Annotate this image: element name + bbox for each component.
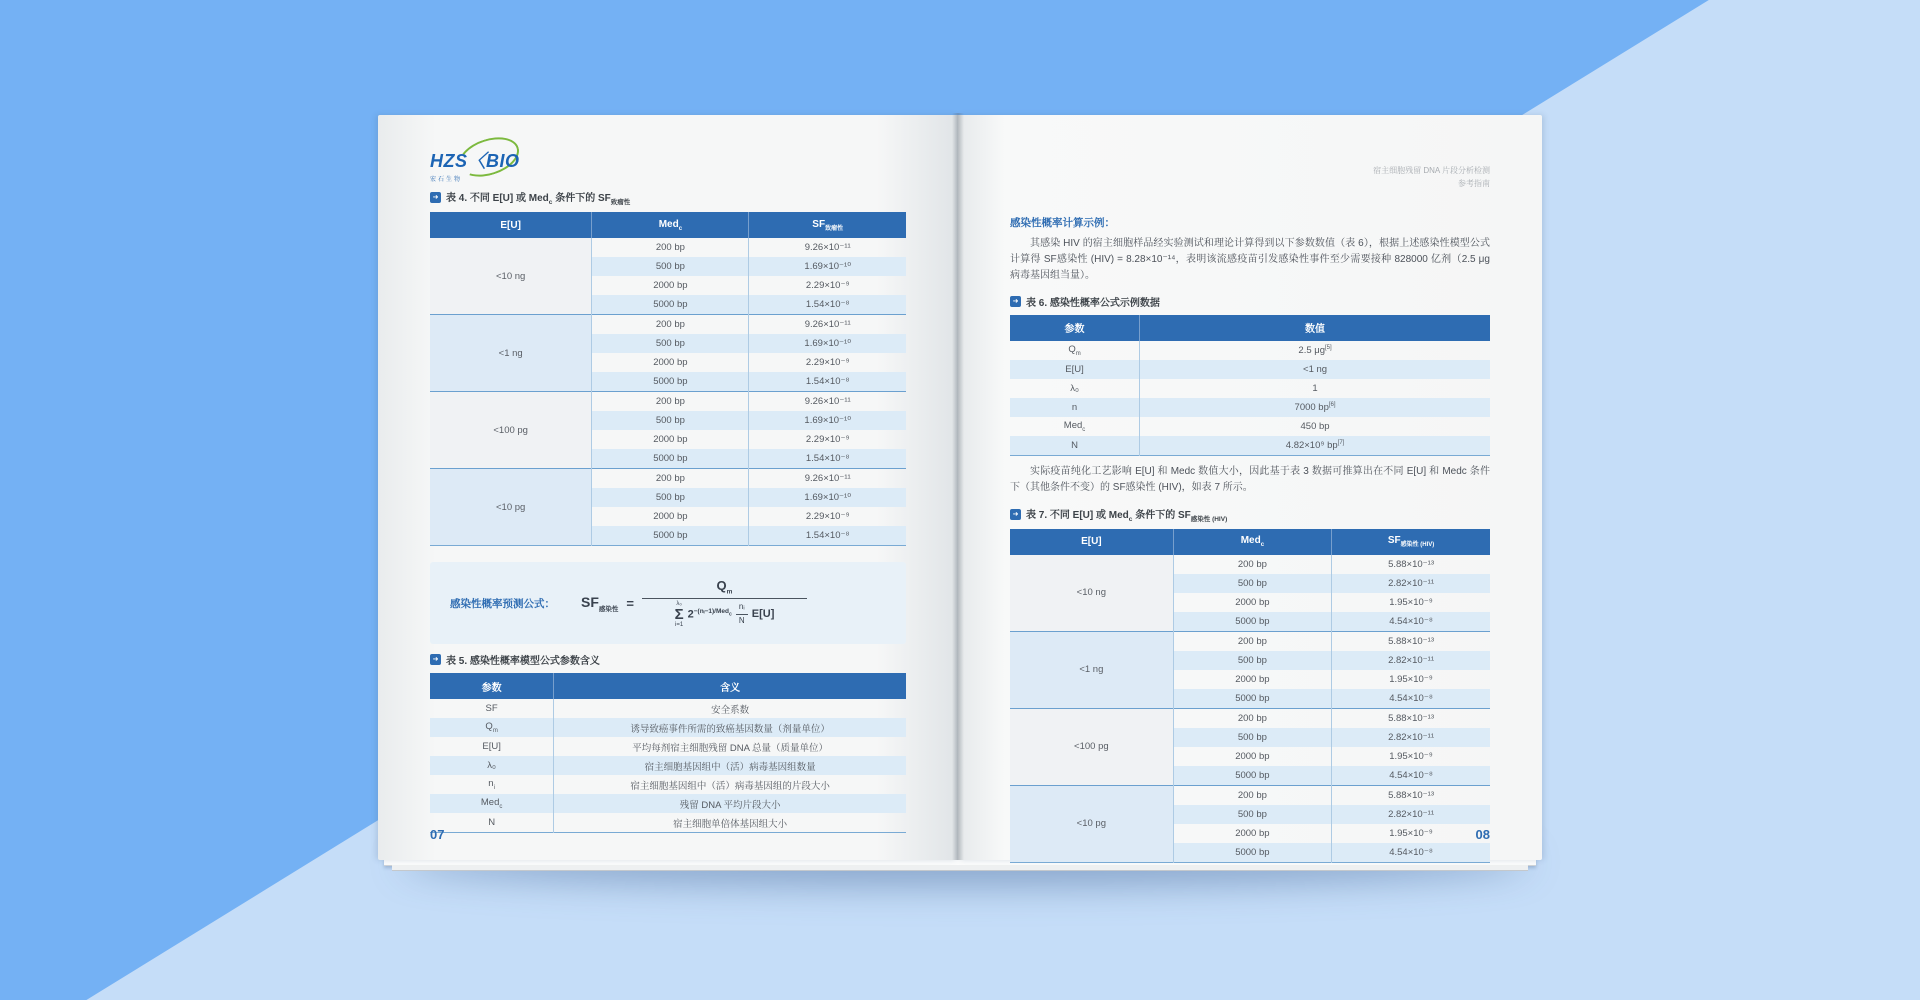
table-row xyxy=(430,718,906,737)
table-cell: 2.29×10⁻⁹ xyxy=(749,507,906,526)
table-cell: 5000 bp xyxy=(1173,843,1331,863)
table-cell: 2000 bp xyxy=(653,357,688,368)
table-row xyxy=(1010,785,1490,805)
table-cell: 2000 bp xyxy=(653,280,688,291)
table-cell: 500 bp xyxy=(1173,805,1331,824)
table-cell: 4.54×10⁻⁸ xyxy=(1332,612,1490,632)
table-row xyxy=(1010,417,1490,436)
table-row xyxy=(430,315,906,335)
table-row xyxy=(430,775,906,794)
table-cell: λ₀ xyxy=(430,756,554,775)
table-cell: 2.82×10⁻¹¹ xyxy=(1332,728,1490,747)
table-cell: 500 bp xyxy=(592,488,749,507)
table-row xyxy=(1010,708,1490,728)
table-cell: 5.88×10⁻¹³ xyxy=(1332,708,1490,728)
table-cell: 2000 bp xyxy=(653,434,688,445)
table5-header-row xyxy=(430,673,906,699)
table-cell: 残留 DNA 平均片段大小 xyxy=(554,794,906,813)
right-page xyxy=(958,115,1542,860)
table-row xyxy=(1010,341,1490,360)
table-cell: 5000 bp xyxy=(1173,689,1331,709)
logo-subtitle: 宏石生物 xyxy=(430,177,463,183)
table-cell: <1 ng xyxy=(1140,360,1490,379)
example-paragraph: 其感染 HIV 的宿主细胞样品经实验测试和理论计算得到以下参数数值（表 6），根据上述感染性模型公式计算得 SF感染性 (HIV) = 8.28×10⁻¹⁴，表明该流感疫苗引发感染性事件至少需要接种 828000 亿剂（2.5 μg 病毒基因组当量）。 xyxy=(1010,237,1490,281)
table-cell: 7000 bp[6] xyxy=(1140,398,1490,417)
table-cell: 1.95×10⁻⁹ xyxy=(1332,670,1490,689)
table-cell: 200 bp xyxy=(1173,708,1331,728)
table-cell: 2.82×10⁻¹¹ xyxy=(1332,805,1490,824)
table-cell: 200 bp xyxy=(592,469,749,489)
page-stack-edge xyxy=(392,865,1528,871)
table-cell: 5000 bp xyxy=(1173,612,1331,632)
derivation-paragraph: 实际疫苗纯化工艺影响 E[U] 和 Medc 数值大小，因此基于表 3 数据可推算出在不同 E[U] 和 Medc 条件下（其他条件不变）的 SF感染性 (HIV)，如表 7 所示。 xyxy=(1010,465,1490,493)
table6-caption xyxy=(1010,294,1490,309)
group-label-cell: <10 pg xyxy=(1010,785,1173,862)
left-page xyxy=(378,115,958,860)
table-cell: 诱导致癌事件所需的致癌基因数量（剂量单位） xyxy=(554,718,906,737)
table-cell: E[U] xyxy=(482,741,501,752)
table5-caption-text: 表 5. 感染性概率模型公式参数含义 xyxy=(446,656,600,667)
table-cell: 5.88×10⁻¹³ xyxy=(1332,785,1490,805)
table-cell: 450 bp xyxy=(1140,417,1490,436)
table4 xyxy=(430,212,906,546)
table-row xyxy=(430,813,906,833)
group-label-cell: <100 pg xyxy=(1010,708,1173,785)
table-cell: Med$_c$ xyxy=(1063,419,1086,433)
table-cell: 平均每剂宿主细胞残留 DNA 总量（质量单位） xyxy=(554,737,906,756)
table-cell: 1.69×10⁻¹⁰ xyxy=(749,488,906,507)
table-cell: 500 bp xyxy=(1173,728,1331,747)
table7-header-row xyxy=(1010,529,1490,555)
table-row xyxy=(1010,398,1490,417)
table-cell: 4.54×10⁻⁸ xyxy=(1332,843,1490,863)
logo xyxy=(430,147,550,189)
table7-caption xyxy=(1010,506,1490,523)
table-cell: 2.82×10⁻¹¹ xyxy=(1332,574,1490,593)
logo-bio: BIO xyxy=(486,151,520,171)
table-cell: 200 bp xyxy=(592,238,749,257)
table5 xyxy=(430,673,906,833)
page-number-08: 08 xyxy=(1475,827,1490,842)
table-row xyxy=(430,794,906,813)
table-cell: 2.29×10⁻⁹ xyxy=(749,276,906,295)
arrow-chip-icon: ➜ xyxy=(1010,296,1021,307)
table-cell: 2000 bp xyxy=(1235,827,1270,839)
group-label-cell: <100 pg xyxy=(430,392,592,469)
table-cell: λ₀ xyxy=(1070,382,1079,394)
table-cell: 200 bp xyxy=(1173,555,1331,574)
col-header-param: 参数 xyxy=(1010,315,1140,341)
table-cell: 5.88×10⁻¹³ xyxy=(1332,631,1490,651)
book-gutter xyxy=(952,113,964,860)
table5-caption xyxy=(430,652,906,667)
running-header-line1: 宿主细胞残留 DNA 片段分析检测 xyxy=(1373,166,1490,175)
col-header-value: 数值 xyxy=(1140,315,1490,341)
table-cell: $n_i$ xyxy=(488,778,495,791)
table-cell: 500 bp xyxy=(1173,651,1331,670)
table-cell: 2.29×10⁻⁹ xyxy=(749,430,906,449)
table-cell: 4.54×10⁻⁸ xyxy=(1332,766,1490,786)
col-header-param: 参数 xyxy=(430,673,554,699)
table-cell: 200 bp xyxy=(592,392,749,412)
table-cell: 5000 bp xyxy=(592,372,749,392)
table-cell: $Q_m$ xyxy=(1068,343,1081,357)
table-row xyxy=(1010,379,1490,398)
table-cell: 2000 bp xyxy=(1235,596,1270,608)
table-cell: 2000 bp xyxy=(1235,750,1270,762)
table-cell: 5.88×10⁻¹³ xyxy=(1332,555,1490,574)
arrow-chip-icon: ➜ xyxy=(1010,509,1021,520)
col-header-sf: $SF_{感染性 (HIV)}$ xyxy=(1332,529,1490,555)
table-cell: 宿主细胞基因组中（活）病毒基因组的片段大小 xyxy=(554,775,906,794)
infectivity-formula: $SF_{感染性}$ = $Q_m$ λ₀ Σ i=1 $2^{-(nᵢ-1)/Med_c}$ nᵢ N E[U] xyxy=(581,578,807,628)
formula-panel xyxy=(430,562,906,644)
table-cell: 1 xyxy=(1140,379,1490,398)
table-cell: Med$_c$ xyxy=(430,794,554,813)
group-label-cell: <10 ng xyxy=(1010,555,1173,632)
table7-caption-text: 表 7. 不同 E[U] 或 Med$_c$ 条件下的 $SF_{感染性 (HIV)}$ xyxy=(1026,509,1228,523)
table-cell: N xyxy=(1010,436,1140,456)
running-header xyxy=(1010,165,1490,191)
table-cell: 宿主细胞基因组中（活）病毒基因组数量 xyxy=(554,756,906,775)
formula-label: 感染性概率预测公式： xyxy=(450,597,555,610)
table-cell: 200 bp xyxy=(1173,631,1331,651)
table-cell: 1.54×10⁻⁸ xyxy=(749,449,906,469)
table-cell: 9.26×10⁻¹¹ xyxy=(749,469,906,489)
table7 xyxy=(1010,529,1490,863)
table-cell: 1.54×10⁻⁸ xyxy=(749,295,906,315)
table-cell: 1.69×10⁻¹⁰ xyxy=(749,411,906,430)
table-cell: 200 bp xyxy=(592,315,749,335)
table-cell: $Q_m$ xyxy=(430,718,554,737)
group-label-cell: <1 ng xyxy=(1010,631,1173,708)
table-row xyxy=(1010,555,1490,574)
table-cell: 9.26×10⁻¹¹ xyxy=(749,238,906,257)
arrow-chip-icon: ➜ xyxy=(430,654,441,665)
table-cell: 500 bp xyxy=(592,334,749,353)
table-cell: 200 bp xyxy=(1173,785,1331,805)
table-cell: 2.5 μg[5] xyxy=(1140,341,1490,360)
table-cell: E[U] xyxy=(1010,360,1140,379)
running-header-line2: 参考指南 xyxy=(1458,178,1490,188)
logo-text: HZS〈BIO xyxy=(430,151,520,171)
group-label-cell: <10 ng xyxy=(430,238,592,315)
logo-hzs: HZS xyxy=(430,151,468,171)
table-cell: 500 bp xyxy=(592,257,749,276)
col-header-med: Med$_c$ xyxy=(1173,529,1331,555)
table-cell: 5000 bp xyxy=(592,526,749,546)
table-row xyxy=(430,756,906,775)
table-row xyxy=(430,392,906,412)
table-cell: 5000 bp xyxy=(592,295,749,315)
col-header-sf: $SF_{致瘤性}$ xyxy=(749,212,906,238)
group-label-cell: <10 pg xyxy=(430,469,592,546)
table-row xyxy=(1010,436,1490,456)
table-cell: 9.26×10⁻¹¹ xyxy=(749,392,906,412)
table-row xyxy=(430,737,906,756)
table-cell: 2.29×10⁻⁹ xyxy=(749,353,906,372)
table-cell: 1.54×10⁻⁸ xyxy=(749,372,906,392)
table-cell: 2000 bp xyxy=(1235,673,1270,685)
table-cell: 2.82×10⁻¹¹ xyxy=(1332,651,1490,670)
table-cell: SF xyxy=(485,703,498,714)
table-cell: 1.69×10⁻¹⁰ xyxy=(749,257,906,276)
table-cell: n xyxy=(1010,398,1140,417)
arrow-chip-icon: ➜ xyxy=(430,192,441,203)
table-row xyxy=(430,469,906,489)
table6-header-row xyxy=(1010,315,1490,341)
col-header-meaning: 含义 xyxy=(554,673,906,699)
table4-caption-text: 表 4. 不同 E[U] 或 Med$_c$ 条件下的 $SF_{致瘤性}$ xyxy=(446,193,631,206)
table-cell: 5000 bp xyxy=(592,449,749,469)
table6 xyxy=(1010,315,1490,456)
table4-caption xyxy=(430,189,906,206)
table-cell: N xyxy=(488,817,496,828)
table-cell: 1.95×10⁻⁹ xyxy=(1332,747,1490,766)
table-cell: 9.26×10⁻¹¹ xyxy=(749,315,906,335)
table-cell: 4.54×10⁻⁸ xyxy=(1332,689,1490,709)
table-cell: 500 bp xyxy=(1173,574,1331,593)
table-cell: 1.54×10⁻⁸ xyxy=(749,526,906,546)
table-cell: 宿主细胞单倍体基因组大小 xyxy=(554,813,906,833)
section-heading: 感染性概率计算示例： xyxy=(1010,216,1115,229)
table-cell: 安全系数 xyxy=(554,699,906,718)
col-header-med: Med$_c$ xyxy=(592,212,749,238)
group-label-cell: <1 ng xyxy=(430,315,592,392)
col-header-eu: E[U] xyxy=(430,212,592,238)
table6-caption-text: 表 6. 感染性概率公式示例数据 xyxy=(1026,297,1160,309)
table-cell: 2000 bp xyxy=(653,511,688,522)
col-header-eu: E[U] xyxy=(1010,529,1173,555)
table-cell: 1.95×10⁻⁹ xyxy=(1332,824,1490,843)
table-cell: 4.82×10⁹ bp[7] xyxy=(1140,436,1490,456)
table-row xyxy=(1010,360,1490,379)
page-number-07: 07 xyxy=(430,827,445,842)
table4-header-row xyxy=(430,212,906,238)
table-row xyxy=(430,699,906,718)
table-cell: 5000 bp xyxy=(1173,766,1331,786)
table-cell: 1.95×10⁻⁹ xyxy=(1332,593,1490,612)
table-cell: 500 bp xyxy=(592,411,749,430)
table-row xyxy=(430,238,906,257)
table-cell: 1.69×10⁻¹⁰ xyxy=(749,334,906,353)
table-row xyxy=(1010,631,1490,651)
